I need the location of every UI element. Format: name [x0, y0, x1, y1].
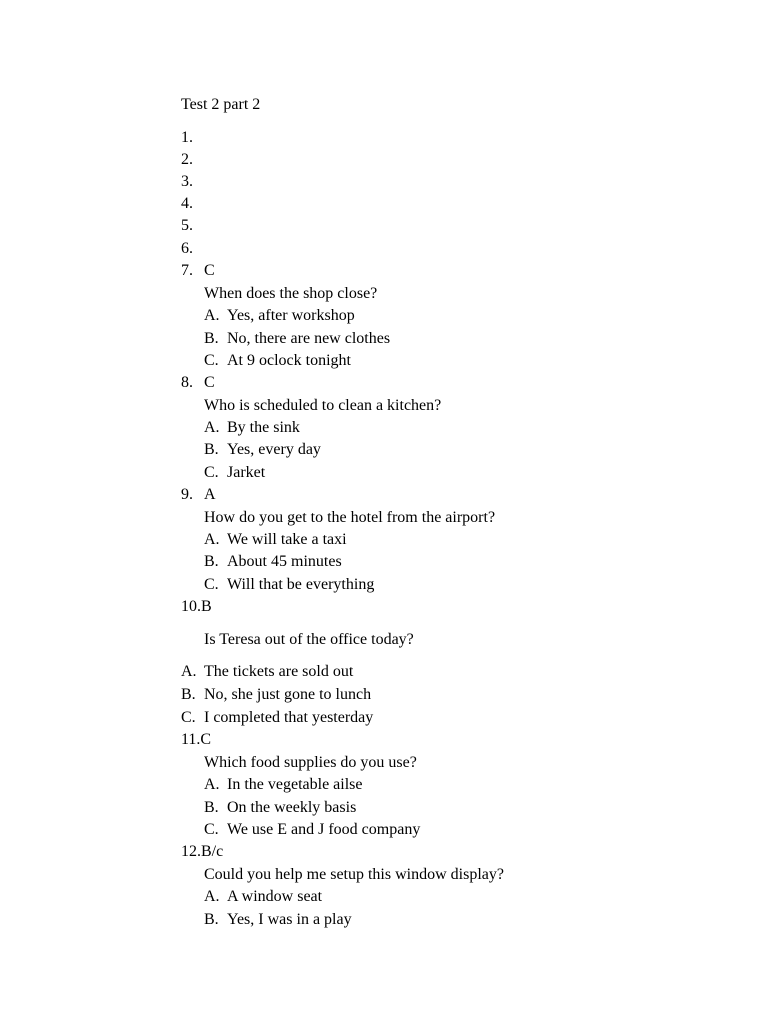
item-number: 6. — [181, 240, 193, 257]
question-header: 10.B — [181, 598, 212, 615]
option-text: Jarket — [227, 464, 266, 481]
option-letter: C. — [204, 821, 219, 838]
item-number: 5. — [181, 217, 193, 234]
answer-key: A — [204, 486, 216, 503]
item-number: 8. — [181, 374, 193, 391]
option-item — [204, 910, 352, 930]
list-item — [181, 239, 193, 259]
document-title: Test 2 part 2 — [181, 96, 261, 113]
option-text: No, she just gone to lunch — [204, 686, 372, 703]
question-header: 12.B/c — [181, 843, 224, 860]
option-letter: C. — [204, 464, 219, 481]
option-item — [204, 351, 351, 371]
option-text: By the sink — [227, 419, 300, 436]
option-letter: C. — [181, 709, 196, 726]
option-item — [204, 887, 322, 907]
option-text: At 9 oclock tonight — [227, 352, 351, 369]
answer-key: C — [204, 262, 215, 279]
option-letter: C. — [204, 352, 219, 369]
option-text: No, there are new clothes — [227, 330, 391, 347]
question-text: Who is scheduled to clean a kitchen? — [204, 397, 442, 414]
option-item — [181, 662, 353, 682]
item-number: 4. — [181, 195, 193, 212]
option-text: I completed that yesterday — [204, 709, 374, 726]
item-number: 3. — [181, 173, 193, 190]
question-header: 11.C — [181, 731, 212, 748]
option-item — [204, 306, 355, 326]
option-item — [204, 575, 374, 595]
question-header — [181, 373, 215, 393]
option-letter: B. — [204, 799, 219, 816]
option-text: A window seat — [227, 888, 323, 905]
option-text: Yes, every day — [227, 441, 321, 458]
list-item — [181, 150, 193, 170]
option-item — [204, 418, 300, 438]
question-text: Could you help me setup this window display? — [204, 866, 504, 883]
option-item — [204, 552, 342, 572]
option-letter: B. — [204, 330, 219, 347]
option-item — [204, 440, 321, 460]
option-item — [204, 530, 347, 550]
option-item — [181, 685, 371, 705]
option-text: We use E and J food company — [227, 821, 421, 838]
option-letter: A. — [204, 307, 220, 324]
option-item — [204, 798, 356, 818]
option-letter: A. — [204, 419, 220, 436]
option-item — [204, 820, 420, 840]
question-header — [181, 485, 216, 505]
option-text: The tickets are sold out — [204, 663, 354, 680]
list-item — [181, 128, 193, 148]
option-letter: A. — [204, 888, 220, 905]
option-text: On the weekly basis — [227, 799, 357, 816]
item-number: 2. — [181, 151, 193, 168]
answer-key: C — [204, 374, 215, 391]
option-letter: A. — [204, 531, 220, 548]
item-number: 9. — [181, 486, 193, 503]
option-text: We will take a taxi — [227, 531, 347, 548]
option-item — [204, 775, 363, 795]
list-item — [181, 194, 193, 214]
option-item — [181, 708, 373, 728]
option-letter: A. — [181, 663, 197, 680]
option-text: In the vegetable ailse — [227, 776, 363, 793]
list-item — [181, 172, 193, 192]
option-letter: B. — [181, 686, 196, 703]
option-letter: C. — [204, 576, 219, 593]
option-letter: B. — [204, 441, 219, 458]
question-text: When does the shop close? — [204, 285, 378, 302]
option-item — [204, 463, 265, 483]
option-text: About 45 minutes — [227, 553, 342, 570]
item-number: 7. — [181, 262, 193, 279]
option-letter: B. — [204, 911, 219, 928]
item-number: 1. — [181, 129, 193, 146]
question-text: Which food supplies do you use? — [204, 754, 417, 771]
option-text: Yes, after workshop — [227, 307, 355, 324]
list-item — [181, 216, 193, 236]
option-item — [204, 329, 390, 349]
question-header — [181, 261, 215, 281]
option-letter: A. — [204, 776, 220, 793]
question-text: How do you get to the hotel from the airport? — [204, 509, 496, 526]
option-text: Yes, I was in a play — [227, 911, 352, 928]
option-letter: B. — [204, 553, 219, 570]
option-text: Will that be everything — [227, 576, 375, 593]
question-text: Is Teresa out of the office today? — [204, 631, 414, 648]
